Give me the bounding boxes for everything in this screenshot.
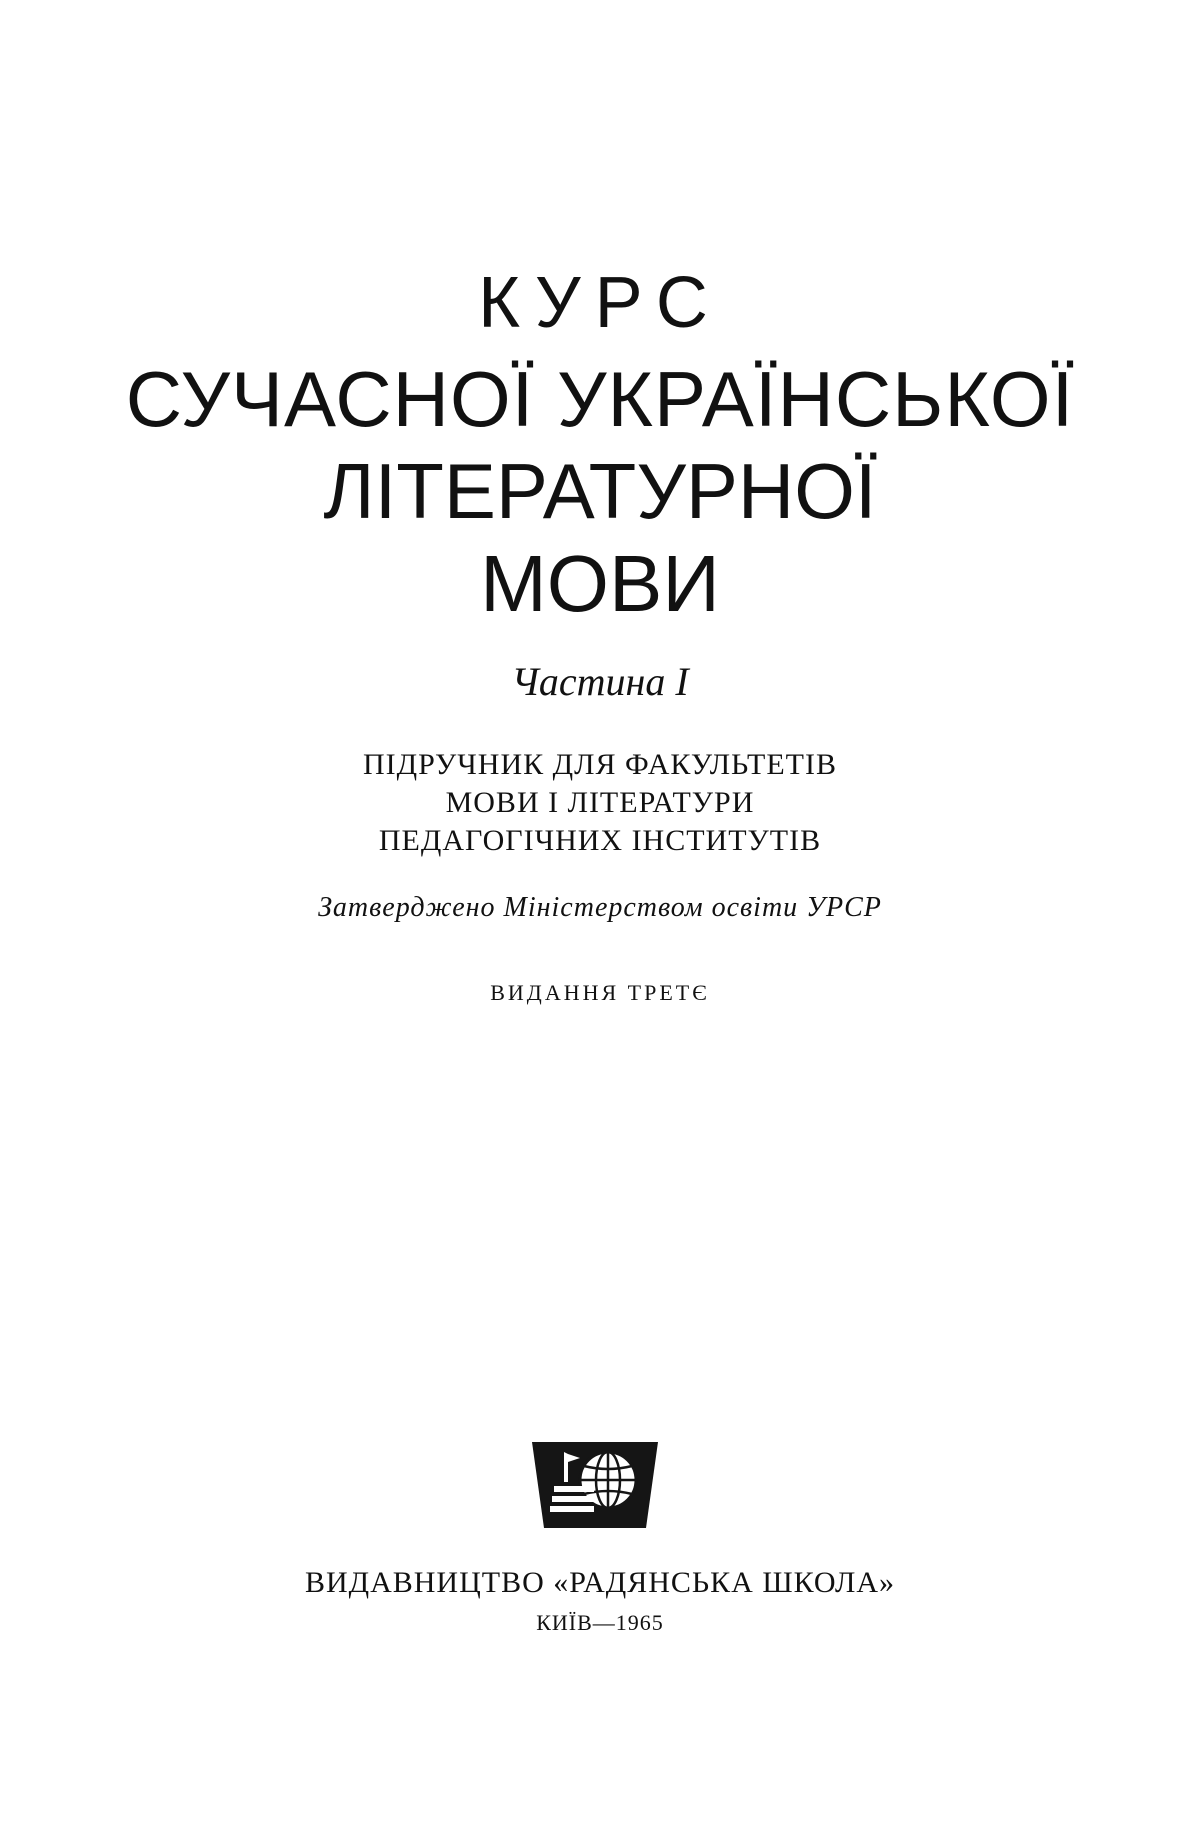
description-line-2: МОВИ І ЛІТЕРАТУРИ xyxy=(445,786,755,819)
book-title-line-3: ЛІТЕРАТУРНОЇ xyxy=(323,447,877,535)
globe-book-emblem-icon xyxy=(530,1438,660,1530)
book-title-line-4: МОВИ xyxy=(480,539,720,628)
description-line-3: ПЕДАГОГІЧНИХ ІНСТИТУТІВ xyxy=(378,824,822,857)
part-label: Частина І xyxy=(511,659,689,704)
book-title-line-2: СУЧАСНОЇ УКРАЇНСЬКОЇ xyxy=(125,355,1075,443)
publisher-name: ВИДАВНИЦТВО «РАДЯНСЬКА ШКОЛА» xyxy=(304,1566,896,1599)
book-title-line-1: КУРС xyxy=(478,263,722,343)
edition-label: ВИДАННЯ ТРЕТЄ xyxy=(490,980,710,1005)
place-and-year: КИЇВ—1965 xyxy=(536,1610,664,1635)
description-line-1: ПІДРУЧНИК ДЛЯ ФАКУЛЬТЕТІВ xyxy=(363,748,837,781)
approval-note: Затверджено Міністерством освіти УРСР xyxy=(318,892,882,923)
